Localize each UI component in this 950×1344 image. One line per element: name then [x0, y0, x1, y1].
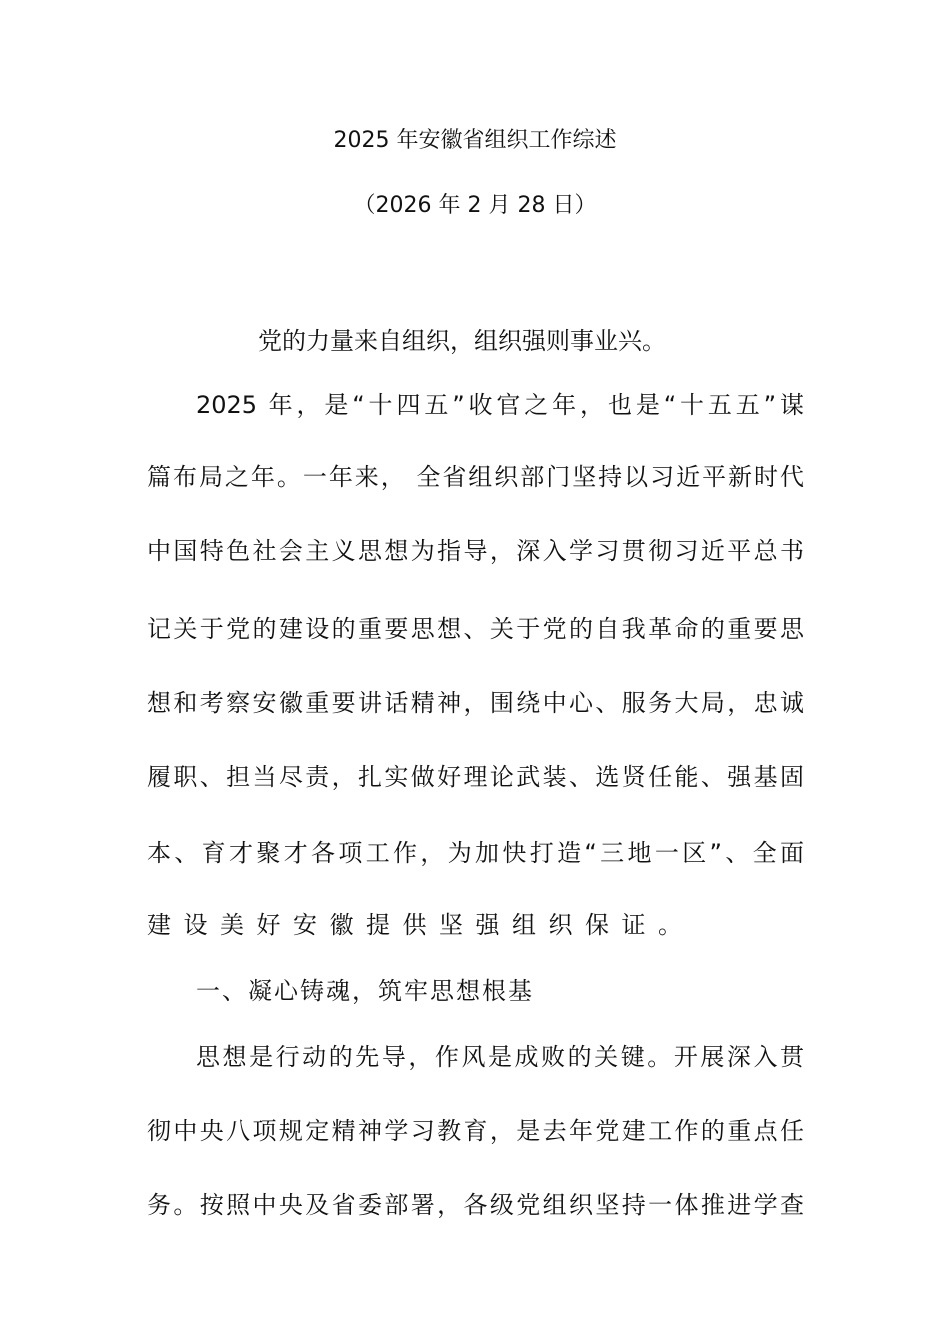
paragraph-line: 2025 年，是“十四五”收官之年，也是“十五五”谋: [196, 391, 804, 419]
paragraph-line: 本、育才聚才各项工作，为加快打造“三地一区”、全面: [147, 839, 804, 867]
paragraph-line: 务。按照中央及省委部署，各级党组织坚持一体推进学查: [147, 1191, 804, 1219]
paragraph-line: 党的力量来自组织，组织强则事业兴。: [258, 327, 666, 355]
paragraph-line: 想和考察安徽重要讲话精神，围绕中心、服务大局，忠诚: [147, 689, 804, 717]
document-date: （2026 年 2 月 28 日）: [353, 193, 597, 218]
paragraph-line: 思想是行动的先导，作风是成败的关键。开展深入贯: [196, 1043, 804, 1071]
paragraph-line: 彻中央八项规定精神学习教育，是去年党建工作的重点任: [147, 1117, 804, 1145]
paragraph-line: 记关于党的建设的重要思想、关于党的自我革命的重要思: [147, 615, 804, 643]
paragraph-line: 履职、担当尽责，扎实做好理论武装、选贤任能、强基固: [147, 763, 804, 791]
section-heading: 一、凝心铸魂，筑牢思想根基: [196, 977, 534, 1005]
paragraph-line: 建设美好安徽提供坚强组织保证。: [147, 911, 695, 939]
paragraph-line: 篇布局之年。一年来， 全省组织部门坚持以习近平新时代: [147, 463, 804, 491]
document-title: 2025 年安徽省组织工作综述: [333, 128, 617, 153]
paragraph-line: 中国特色社会主义思想为指导，深入学习贯彻习近平总书: [147, 537, 804, 565]
